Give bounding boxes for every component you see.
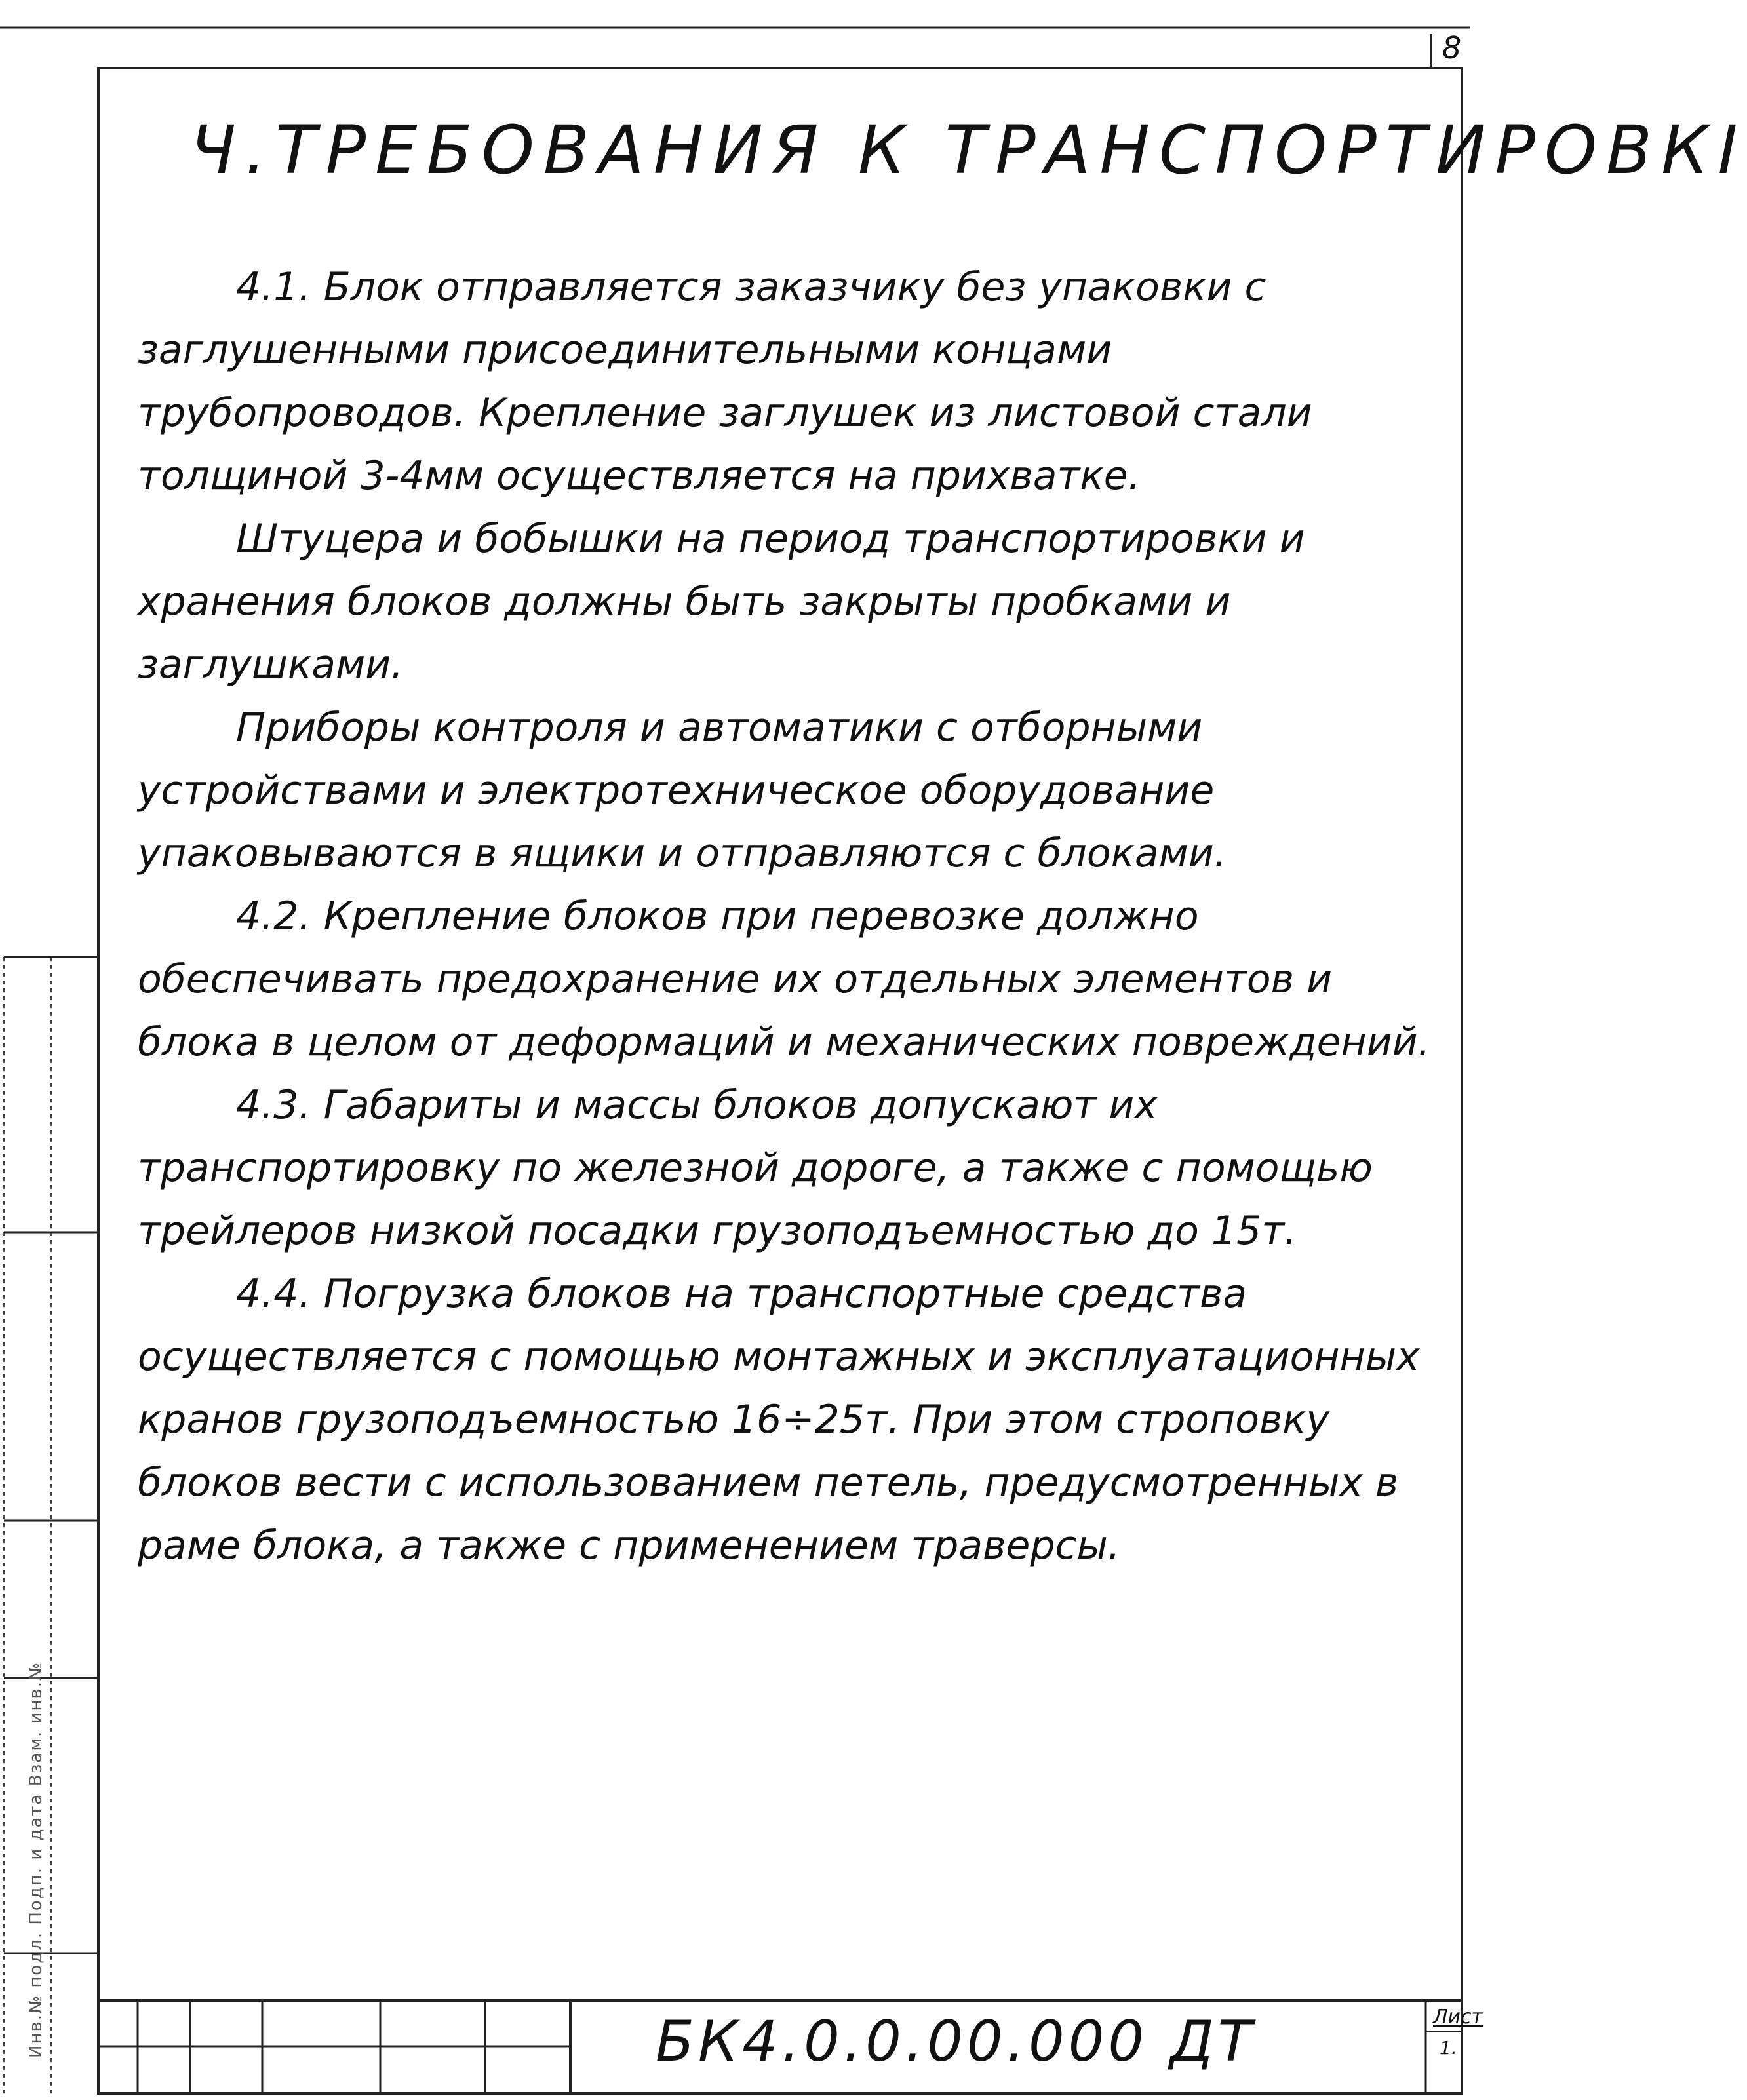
paragraph-4-2: 4.2. Крепление блоков при перевозке должно обеспечивать предохранение их отдельных элементов и блока в целом от деформаций и механических повреждений. [138, 893, 1430, 1065]
margin-stamp: Инв.№ подл. Подп. и дата Взам. инв.№ [26, 1661, 46, 2058]
sheet-label: Лист [1433, 2006, 1483, 2029]
paragraph-4-4: 4.4. Погрузка блоков на транспортные средства осуществляется с помощью монтажных и эксплуатационных кранов грузоподъемностью 16÷25т. При этом строповку блоков вести с использованием петель, предусмотренных в раме блока, а также с применением траверсы. [138, 1271, 1420, 1568]
page-title: Ч.ТРЕБОВАНИЯ К ТРАНСПОРТИРОВКІ [190, 111, 1747, 189]
paragraph-4-1: 4.1. Блок отправляется заказчику без упаковки с заглушенными присоединительными концами трубопроводов. Крепление заглушек из листовой стали толщиной 3-4мм осуществляется на прихватке. [138, 264, 1312, 499]
paragraph-4-3: 4.3. Габариты и массы блоков допускают их транспортировку по железной дороге, а также с помощью трейлеров низкой посадки грузоподъемностью до 15т. [138, 1082, 1373, 1254]
page-number: 8 [1442, 30, 1462, 66]
document-code: БК4.0.0.00.000 ДТ [656, 2009, 1257, 2074]
paragraph-fittings: Штуцера и бобышки на период транспортировки и хранения блоков должны быть закрыты пробками и заглушками. [138, 516, 1305, 688]
document-body [138, 256, 1442, 1577]
sheet-mark: 1. [1440, 2037, 1457, 2059]
paragraph-instruments: Приборы контроля и автоматики с отборными устройствами и электротехническое оборудование упаковываются в ящики и отправляются с блоками. [138, 705, 1227, 876]
